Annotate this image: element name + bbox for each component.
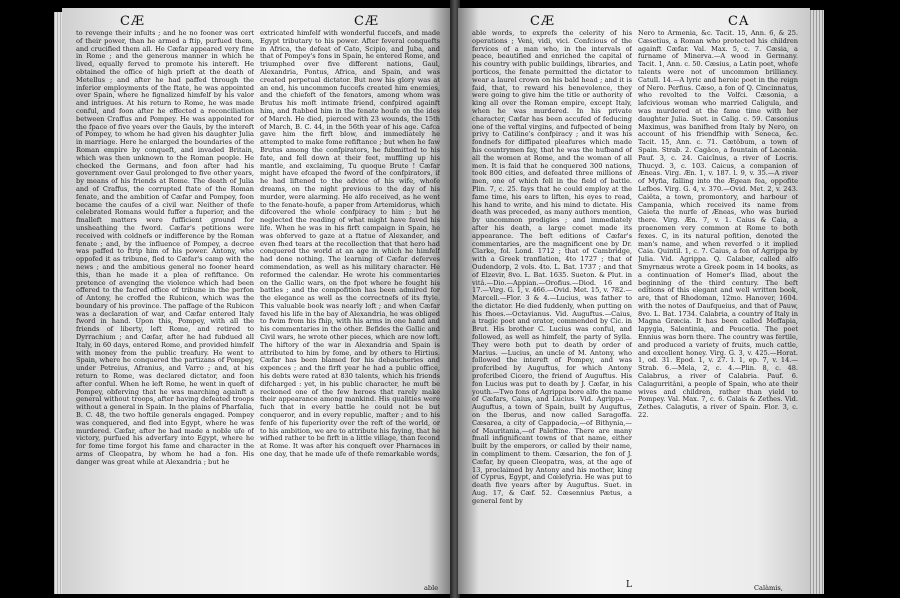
left-page-column-1-text: to revenge their infults ; and he no fooner was cert of their power, than he armed a ftip, purfued them, and crucified them all. He Cæfar appeared very fine in Rome ; and the generous manner in which he lived, equally ferved to promote his intereft. He obtained the office of high prieft at the death of Metellus ; and after he had paffed through the inferior employments of the ftate, he was appointed over Spain, where he fignalized himfelf by his valor and intrigues. At his return to Rome, he was made conful, and foon after he effected a reconciliation between Craffus and Pompey. He was appointed for the fpace of five years over the Gauls, by the intereft of Pompey, to whom he had given his daughter Julia in marriage. Here he enlarged the boundaries of the Roman empire by conqueft, and invaded Britain, which was then unknown to the Roman people. He checked the Germans, and foon after had his government over Gaul prolonged to five other years, by means of his friends at Rome. The death of Julia and of Craffus, the corrupted ftate of the Roman fenate, and the ambition of Cæfar and Pompey, foon became the caufes of a civil war. Neither of thefe celebrated Romans would fuffer a fuperior, and the fmalleft matters were fufficient ground for unsheathing the fword. Cæfar's petitions were received with coldnefs or indifference by the Roman fenate ; and, by the influence of Pompey, a decree was paffed to ftrip him of his power. Antony, who oppofed it as tribune, fled to Cæfar's camp with the news ; and the ambitious general no fooner heard this, than he made it a plea of refiftance. On pretence of avenging the violence which had been offered to the facred office of tribune in the perfon of Antony, he croffed the Rubicon, which was the boundary of his province. The paffage of the Rubicon was a declaration of war, and Cæfar entered Italy fword in hand. Upon this, Pompey, with all the friends of liberty, left Rome, and retired to Dyrrachium ; and Cæfar, after he had fubdued all Italy, in 60 days, entered Rome, and provided himfelf with money from the public treafury. He went to Spain, where he conquered the partizans of Pompey, under Petreius, Afranius, and Varro ; and, at his return to Rome, was declared dictator, and foon after conful. When he left Rome, he went in queft of Pompey, obferving that he was marching againft a general without troops, after having defeated troops without a general in Spain. In the plains of Pharfalia, B. C. 48, the two hoftile generals engaged. Pompey was conquered, and fled into Egypt, where he was murdered. Cæfar, after he had made a noble ufe of victory, purfued his adverfary into Egypt, where he for fome time forgot his fame and character in the arms of Cleopatra, by whom he had a fon. His danger was great while at Alexandria ; but he <box>76 30 254 466</box>
left-page-column-2-text: extricated himfelf with wonderful fuccefs, and made Egypt tributary to his power. After feveral conquefts in Africa, the defeat of Cato, Scipio, and Juba, and that of Pompey's fons in Spain, he entered Rome, and triumphed over five different nations, Gaul, Alexandria, Pontus, Africa, and Spain, and was created perpetual dictator. But now his glory was at an end, his uncommon fuccefs created him enemies, and the chiefeft of the fenators, among whom was Brutus his moft intimate friend, confpired againft him, and ftabbed him in the fenate houfe on the ides of March. He died, pierced with 23 wounds, the 15th of March, B. C. 44, in the 56th year of his age. Cafca gave him the firft blow, and immediately he attempted to make fome refiftance ; but when he faw Brutus among the confpirators, he fubmitted to his fate, and fell down at their feet, muffling up his mantle, and exclaiming, Tu quoque Brute ! Cæfar might have efcaped the fword of the confpirators, if he had liftened to the advice of his wife, whofe dreams, on the night previous to the day of his murder, were alarming. He alfo received, as he went to the fenate-houfe, a paper from Artemidorus, which difcovered the whole confpiracy to him ; but he neglected the reading of what might have faved his life. When he was in his firft campaign in Spain, he was obferved to gaze at a ftatue of Alexander, and even fhed tears at the recollection that that hero had conquered the world at an age in which he himfelf had done nothing. The learning of Cæfar deferves commendation, as well as his military character. He reformed the calendar. He wrote his commentaries on the Gallic wars, on the fpot where he fought his battles ; and the compofition has been admired for the elegance as well as the correctnefs of its ftyle. This valuable book was nearly loft ; and when Cæfar faved his life in the bay of Alexandria, he was obliged to fwim from his fhip, with his arms in one hand and his commentaries in the other. Befides the Gallic and Civil wars, he wrote other pieces, which are now loft. The hiftory of the war in Alexandria and Spain is attributed to him by fome, and by others to Hirtius. Cæfar has been blamed for his debaucheries and expences ; and the firft year he had a public office, his debts were rated at 830 talents, which his friends difcharged : yet, in his public character, he muft be reckoned one of the few heroes that rarely make their appearance among mankind. His qualities were fuch that in every battle he could not be but conqueror, and in every republic, mafter ; and to his fenfe of his fuperiority over the reft of the world, or to his ambition, we are to attribute his faying, that he wifhed rather to be firft in a little village, than fecond at Rome. It was after his conqueft over Pharnaces in one day, that he made ufe of thefe remarkable words, <box>260 30 440 459</box>
left-page <box>62 8 452 594</box>
right-page-edges <box>810 10 824 594</box>
right-page-column-2-text: Nero to Armenia, &c. Tacit. 15, Ann. 6, & 25. Cæsetius, a Roman who protected his children againft Cæfar. Val. Max. 5, c. 7. Cæsia, a furname of Minerva.—A wood in Germany. Tacit. 1, Ann. c. 50. Cæsius, a Latin poet, whofe talents were not of uncommon brilliancy. Catull. 14.—A lyric and heroic poet in the reign of Nero. Perfius. Cæso, a fon of Q. Cincinnatus, who revolted to the Volfci. Cæsonia, a lafcivious woman who married Caligula, and was murdered at the fame time with her daughter Julia. Suet. in Calig. c. 59. Cæsonius Maximus, was banifhed from Italy by Nero, on account of his friendfhip with Seneca, &c. Tacit. 15, Ann. c. 71. Cætôbum, a town of Spain. Strab. 2. Cagâco, a fountain of Laconia. Pauf. 3, c. 24. Caicînus, a river of Locris. Thucyd. 3, c. 103. Caicus, a companion of Æneas. Virg. Æn. 1, v. 187. l. 9, v. 35.—A river of Myfia, falling into the Ægean fea, oppofite Lefbos. Virg. G. 4, v. 370.—Ovid. Met. 2, v. 243. Caiêta, a town, promontory, and harbour of Campania, which received its name from Caieta the nurfe of Æneas, who was buried there. Virg. Æn. 7, v. 1. Caius & Caia, a praenomen very common at Rome to both fexes. C, in its natural pofition, denoted the man's name, and when reverfed ↄ it implied Caia. Quintil. 1, c. 7. Caius, a fon of Agrippa by Julia. Vid. Agrippa. Q. Calaber, called alfo Smyrnæus wrote a Greek poem in 14 books, as a continuation of Homer's Iliad, about the beginning of the third century. The beft editions of this elegant and well written book, are, that of Rhodoman, 12mo. Hanover, 1604. with the notes of Daufqueius, and that of Pauw, 8vo. L. Bat. 1734. Calabria, a country of Italy in Magna Græcia. It has been called Meffapia, Iapygia, Salentinia, and Peucetia. The poet Ennius was born there. The country was fertile, and produced a variety of fruits, much cattle, and excellent honey. Virg. G. 3, v. 425.—Horat. 1, od. 31. Epod. 1, v. 27. l. 1, ep. 7, v. 14.—Strab. 6.—Mela, 2, c. 4.—Plin. 8, c. 48. Calabrus, a river of Calabria. Pauf. 6. Calagurritâni, a people of Spain, who ate their wives and children, rather than yield to Pompey. Val. Max. 7, c. 6. Calais & Zethes. Vid. Zethes. Calagutis, a river of Spain. Flor. 3, c. 22. <box>638 30 798 420</box>
left-page-column-2 <box>260 30 440 586</box>
left-page-running-head-right: CÆ <box>354 14 379 29</box>
right-page <box>458 8 810 594</box>
right-page-signature-mark: L <box>626 580 632 590</box>
right-page-column-1 <box>472 30 632 586</box>
left-page-running-head-left: CÆ <box>120 14 145 29</box>
left-page-column-1 <box>76 30 254 586</box>
right-page-catchword: Calàmis, <box>754 584 783 592</box>
right-page-running-head-right: CA <box>728 14 750 29</box>
right-page-column-2 <box>638 30 798 586</box>
left-page-catchword: able <box>424 584 439 592</box>
right-page-running-head-left: CÆ <box>530 14 555 29</box>
right-page-column-1-text: able words, to exprefs the celerity of his operations ; Veni, vidi, vici. Confcious of the fervices of a man who, in the intervals of peace, beautified and enriched the capital of his country with public buildings, libraries, and porticos, the fenate permitted the dictator to wear a laurel crown on his bald head ; and it is faid, that, to reward his benevolence, they were going to give him the title or authority of king all over the Roman empire, except Italy, when he was murdered. In his private character, Cæfar has been accufed of feducing one of the veftal virgins, and fufpected of being privy to Catiline's confpiracy ; and it was his fondnefs for diffipated pleafures which made his countrymen fay, that he was the hufband of all the women at Rome, and the woman of all men. It is faid that he conquered 300 nations, took 800 cities, and defeated three millions of men, one of which fell in the field of battle. Plin. 7, c. 25. fays that he could employ at the fame time, his ears to liften, his eyes to read, his hand to write, and his mind to dictate. His death was preceded, as many authors mention, by uncommon prodigies ; and immediately after his death, a large comet made its appearance. The beft editions of Cæfar's commentaries, are the magnificent one by Dr. Clarke, fol. Lond. 1712 ; that of Cambridge, with a Greek tranflation, 4to 1727 ; that of Oudendorp, 2 vols. 4to. L. Bat. 1737 ; and that of Elzevir, 8vo. L. Bat. 1635. Sueton. & Plut. in vitâ.—Dio.—Appian.—Orofius.—Diod. 16 and 17.—Virg. G. 1, v. 466.—Ovid. Met. 15, v. 782.—Marcell.—Flor. 3 & 4.—Lucius, was father to the dictator. He died fuddenly, when putting on his fhoes.—Octavianus. Vid. Auguftus.—Caius, a tragic poet and orator, commended by Cic. in Brut. His brother C. Lucius was conful, and followed, as well as himfelf, the party of Sylla. They were both put to death by order of Marius. —Lucius, an uncle of M. Antony, who followed the intereft of Pompey, and was profcribed by Auguftus, for which Antony profcribed Cicero, the friend of Auguftus. His fon Lucius was put to death by J. Cæfar, in his youth.—Two fons of Agrippa bore alfo the name of Cæfars, Caius, and Lucius. Vid. Agrippa.—Auguftus, a town of Spain, built by Auguftus, on the Iberus, and now called Saragoffa. Cæsarea, a city of Cappadocia,—of Bithynia,—of Mauritania,—of Paleftine. There are many fmall infignificant towns of that name, either built by the emperors, or called by their name, in compliment to them. Cæsarion, the fon of J. Cæfar, by queen Cleopatra, was, at the age of 13, proclaimed by Antony and his mother, king of Cyprus, Egypt, and Cœlefyria. He was put to death five years after by Auguftus. Suet. in Aug. 17, & Cæf. 52. Cæsennius Pætus, a general fent by <box>472 30 632 505</box>
